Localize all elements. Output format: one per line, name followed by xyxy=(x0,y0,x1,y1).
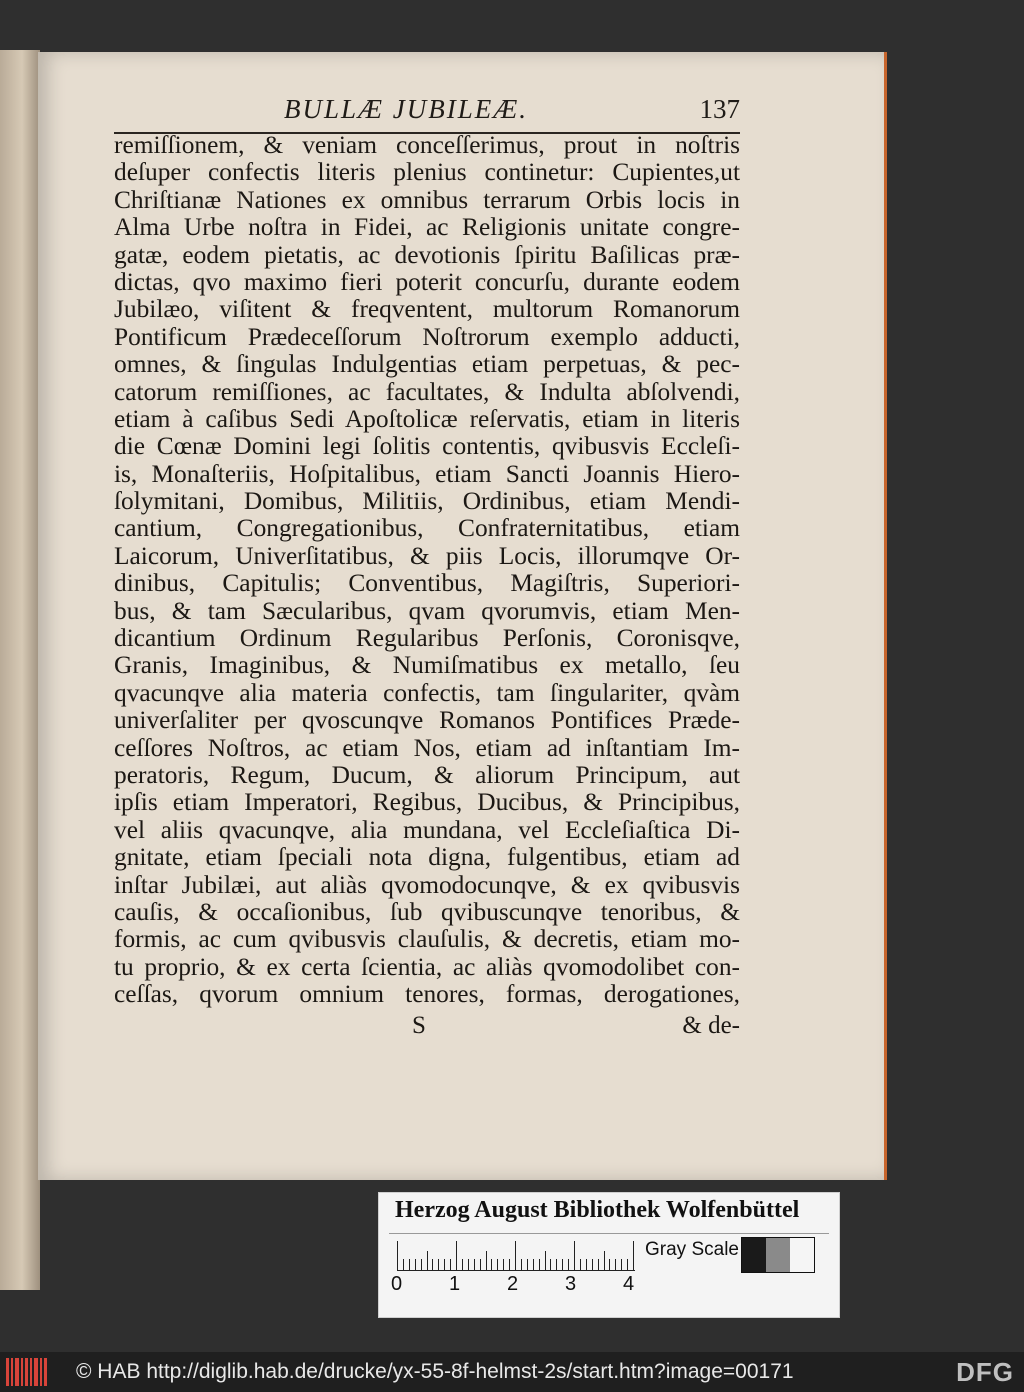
ruler-tick xyxy=(574,1241,575,1271)
ruler-tick xyxy=(468,1259,469,1271)
ruler-tick xyxy=(409,1259,410,1271)
text-line: cauſis, & occaſionibus, ſub qvibuscunqve tenoribus, & xyxy=(114,898,740,926)
ruler-tick xyxy=(556,1259,557,1271)
text-line: inſtar Jubilæi, aut aliàs qvomodocunqve, & ex qvibusvis xyxy=(114,871,740,899)
ruler-digit: 1 xyxy=(449,1273,461,1295)
ruler-tick xyxy=(521,1259,522,1271)
text-line: catorum remiſſiones, ac facultates, & Indulta abſolvendi, xyxy=(114,378,740,406)
barcode-icon xyxy=(6,1358,48,1386)
ruler-tick xyxy=(627,1259,628,1271)
text-line: dicantium Ordinum Regularibus Perſonis, Coronisqve, xyxy=(114,625,740,653)
ruler-tick xyxy=(598,1259,599,1271)
copyright-link[interactable]: © HAB http://diglib.hab.de/drucke/yx-55-8f-helmst-2s/start.htm?image=00171 xyxy=(76,1360,794,1383)
ruler-tick xyxy=(633,1241,634,1271)
text-line: Chriſtianæ Nationes ex omnibus terrarum Orbis locis in xyxy=(114,186,740,214)
ruler-tick xyxy=(562,1259,563,1271)
text-line: cantium, Congregationibus, Confraternitatibus, etiam xyxy=(114,515,740,543)
ruler-tick xyxy=(432,1259,433,1271)
ruler-tick xyxy=(527,1259,528,1271)
gray-swatch xyxy=(790,1238,814,1272)
text-line: qvacunqve alia materia confectis, tam ſingulariter, qvàm xyxy=(114,679,740,707)
text-line: gatæ, eodem pietatis, ac devotionis ſpiritu Baſilicas præ- xyxy=(114,241,740,269)
facing-page-edge xyxy=(0,50,40,1290)
text-line: omnes, & ſingulas Indulgentias etiam perpetuas, & pec- xyxy=(114,351,740,379)
gray-swatches xyxy=(741,1237,815,1273)
body-text xyxy=(114,132,740,1009)
text-line: tu proprio, & ex certa ſcientia, ac aliàs qvomodolibet con- xyxy=(114,953,740,981)
ruler-tick xyxy=(509,1259,510,1271)
ruler-digit: 2 xyxy=(507,1273,519,1295)
card-divider xyxy=(389,1233,829,1234)
ruler-tick xyxy=(539,1259,540,1271)
text-line: ceſſas, qvorum omnium tenores, formas, derogationes, xyxy=(114,981,740,1009)
ruler-tick xyxy=(462,1259,463,1271)
ruler-tick xyxy=(568,1259,569,1271)
text-line: deſuper confectis literis plenius continetur: Cupientes,ut xyxy=(114,159,740,187)
gray-swatch xyxy=(766,1238,790,1272)
text-line: dinibus, Capitulis; Conventibus, Magiſtris, Superiori- xyxy=(114,570,740,598)
text-line: dictas, qvo maximo fieri poterit concurſu, durante eodem xyxy=(114,268,740,296)
running-head: BULLÆ JUBILEÆ. xyxy=(284,94,529,124)
ruler-tick xyxy=(427,1251,428,1271)
text-line: Jubilæo, viſitent & freqventent, multorum Romanorum xyxy=(114,296,740,324)
ruler-tick xyxy=(403,1259,404,1271)
ruler-tick xyxy=(580,1259,581,1271)
text-line: Laicorum, Univerſitatibus, & piis Locis, illorumqve Or- xyxy=(114,542,740,570)
ruler-tick xyxy=(438,1259,439,1271)
ruler-tick xyxy=(609,1259,610,1271)
ruler-tick xyxy=(415,1259,416,1271)
ruler-digits xyxy=(391,1273,651,1297)
color-scale-card xyxy=(378,1192,840,1318)
text-line: formis, ac cum qvibusvis clauſulis, & decretis, etiam mo- xyxy=(114,926,740,954)
gray-scale-label: Gray Scale xyxy=(645,1239,739,1260)
ruler-tick xyxy=(592,1259,593,1271)
page-number: 137 xyxy=(699,94,740,124)
dfg-logo: DFG xyxy=(956,1357,1014,1387)
text-line: ipſis etiam Imperatori, Regibus, Ducibus, & Principibus, xyxy=(114,789,740,817)
ruler-tick xyxy=(486,1251,487,1271)
text-line: univerſaliter per qvoscunqve Romanos Pontifices Præde- xyxy=(114,707,740,735)
catchword: & de- xyxy=(682,1012,740,1039)
text-line: ceſſores Noſtros, ac etiam Nos, etiam ad inſtantiam Im- xyxy=(114,734,740,762)
ruler-tick xyxy=(615,1259,616,1271)
ruler-digit: 3 xyxy=(565,1273,577,1295)
ruler-tick xyxy=(515,1241,516,1271)
ruler xyxy=(397,1241,635,1271)
ruler-digit: 0 xyxy=(391,1273,403,1295)
text-line: vel aliis qvacunqve, alia mundana, vel Eccleſiaſtica Di- xyxy=(114,816,740,844)
footer-bar xyxy=(0,1352,1024,1392)
ruler-tick xyxy=(450,1259,451,1271)
ruler-tick xyxy=(503,1259,504,1271)
ruler-tick xyxy=(474,1259,475,1271)
text-line: Granis, Imaginibus, & Numiſmatibus ex metallo, ſeu xyxy=(114,652,740,680)
text-line: peratoris, Regum, Ducum, & aliorum Principum, aut xyxy=(114,761,740,789)
text-line: Alma Urbe noſtra in Fidei, ac Religionis unitate congre- xyxy=(114,214,740,242)
library-name: Herzog August Bibliothek Wolfenbüttel xyxy=(395,1197,800,1223)
ruler-tick xyxy=(444,1259,445,1271)
ruler-tick xyxy=(533,1259,534,1271)
ruler-tick xyxy=(491,1259,492,1271)
ruler-tick xyxy=(621,1259,622,1271)
ruler-tick xyxy=(604,1251,605,1271)
text-line: bus, & tam Sæcularibus, qvam qvorumvis, etiam Men- xyxy=(114,597,740,625)
text-line: is, Monaſteriis, Hoſpitalibus, etiam Sancti Joannis Hiero- xyxy=(114,460,740,488)
book-page xyxy=(38,52,887,1180)
ruler-tick xyxy=(497,1259,498,1271)
page-footer xyxy=(114,1012,740,1040)
gray-swatch xyxy=(742,1238,766,1272)
ruler-tick xyxy=(545,1251,546,1271)
text-line: Pontificum Prædeceſſorum Noſtrorum exemplo adducti, xyxy=(114,323,740,351)
page-header xyxy=(114,90,740,134)
text-line: die Cœnæ Domini legi ſolitis contentis, qvibusvis Eccleſi- xyxy=(114,433,740,461)
ruler-tick xyxy=(586,1259,587,1271)
text-line: ſolymitani, Domibus, Militiis, Ordinibus, etiam Mendi- xyxy=(114,488,740,516)
ruler-tick xyxy=(421,1259,422,1271)
text-line: etiam à caſibus Sedi Apoſtolicæ reſervatis, etiam in literis xyxy=(114,405,740,433)
text-line: gnitate, etiam ſpeciali nota digna, fulgentibus, etiam ad xyxy=(114,844,740,872)
ruler-digit: 4 xyxy=(623,1273,635,1295)
signature-mark: S xyxy=(412,1012,426,1039)
ruler-tick xyxy=(397,1241,398,1271)
text-line: remiſſionem, & veniam conceſſerimus, prout in noſtris xyxy=(114,132,740,159)
ruler-tick xyxy=(456,1241,457,1271)
ruler-tick xyxy=(550,1259,551,1271)
ruler-tick xyxy=(480,1259,481,1271)
